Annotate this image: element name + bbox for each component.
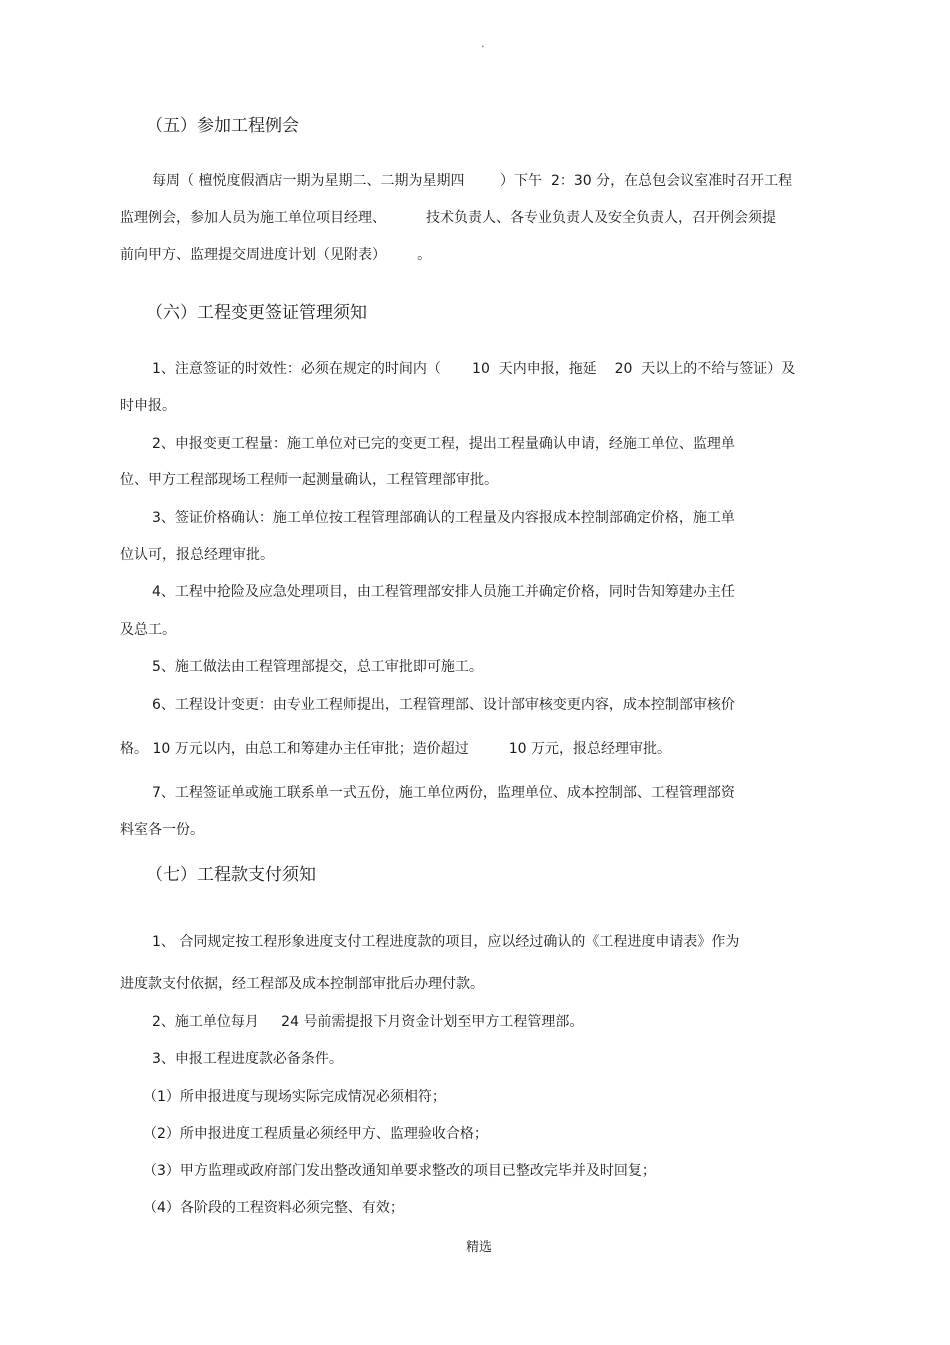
section-7-line-4: 3、申报工程进度款必备条件。	[152, 1051, 343, 1067]
section-6-line-2: 时申报。	[120, 398, 176, 414]
section-7-line-6: （2）所申报进度工程质量必须经甲方、监理验收合格；	[143, 1126, 488, 1142]
section-7-line-8: （4）各阶段的工程资料必须完整、有效；	[143, 1200, 404, 1216]
section-6-line-13: 料室各一份。	[120, 822, 204, 838]
section-7-line-5: （1）所申报进度与现场实际完成情况必须相符；	[143, 1089, 446, 1105]
section-6-line-10: 6、工程设计变更：由专业工程师提出，工程管理部、设计部审核变更内容，成本控制部审核价	[152, 697, 735, 713]
page-footer: 精选	[466, 1240, 493, 1255]
section-5-line-1: 每周（ 檀悦度假酒店一期为星期二、二期为星期四 ）下午 2：30 分，在总包会议室准时召开工程	[152, 173, 793, 189]
section-6-line-7: 4、工程中抢险及应急处理项目，由工程管理部安排人员施工并确定价格，同时告知筹建办主任	[152, 584, 735, 600]
section-6-line-4: 位、甲方工程部现场工程师一起测量确认，工程管理部审批。	[120, 472, 498, 488]
section-6-line-6: 位认可，报总经理审批。	[120, 547, 274, 563]
section-6-line-8: 及总工。	[120, 622, 176, 638]
section-7-line-1: 1、 合同规定按工程形象进度支付工程进度款的项目，应以经过确认的《工程进度申请表》作为	[152, 934, 740, 950]
section-7-line-2: 进度款支付依据，经工程部及成本控制部审批后办理付款。	[120, 976, 484, 992]
section-7-line-7: （3）甲方监理或政府部门发出整改通知单要求整改的项目已整改完毕并及时回复；	[143, 1163, 656, 1179]
section-6-line-3: 2、申报变更工程量：施工单位对已完的变更工程，提出工程量确认申请，经施工单位、监理单	[152, 436, 735, 452]
section-6-line-1: 1、注意签证的时效性：必须在规定的时间内（ 10 天内申报，拖延 20 天以上的不给与签证）及	[152, 361, 796, 377]
section-5-line-3: 前向甲方、监理提交周进度计划（见附表） 。	[120, 247, 432, 263]
section-7-heading: （七）工程款支付须知	[146, 865, 316, 885]
page-header-mark: .	[481, 37, 485, 50]
section-6-line-12: 7、工程签证单或施工联系单一式五份，施工单位两份，监理单位、成本控制部、工程管理部资	[152, 785, 735, 801]
section-7-line-3: 2、施工单位每月 24 号前需提报下月资金计划至甲方工程管理部。	[152, 1014, 584, 1030]
section-6-line-9: 5、施工做法由工程管理部提交，总工审批即可施工。	[152, 659, 483, 675]
section-5-line-2: 监理例会，参加人员为施工单位项目经理、 技术负责人、各专业负责人及安全负责人，召开例会须提	[120, 210, 777, 226]
section-6-line-5: 3、签证价格确认：施工单位按工程管理部确认的工程量及内容报成本控制部确定价格，施工单	[152, 510, 735, 526]
section-5-heading: （五）参加工程例会	[146, 116, 299, 136]
section-6-line-11: 格。 10 万元以内，由总工和筹建办主任审批；造价超过 10 万元，报总经理审批。	[120, 741, 672, 757]
section-6-heading: （六）工程变更签证管理须知	[146, 303, 367, 323]
